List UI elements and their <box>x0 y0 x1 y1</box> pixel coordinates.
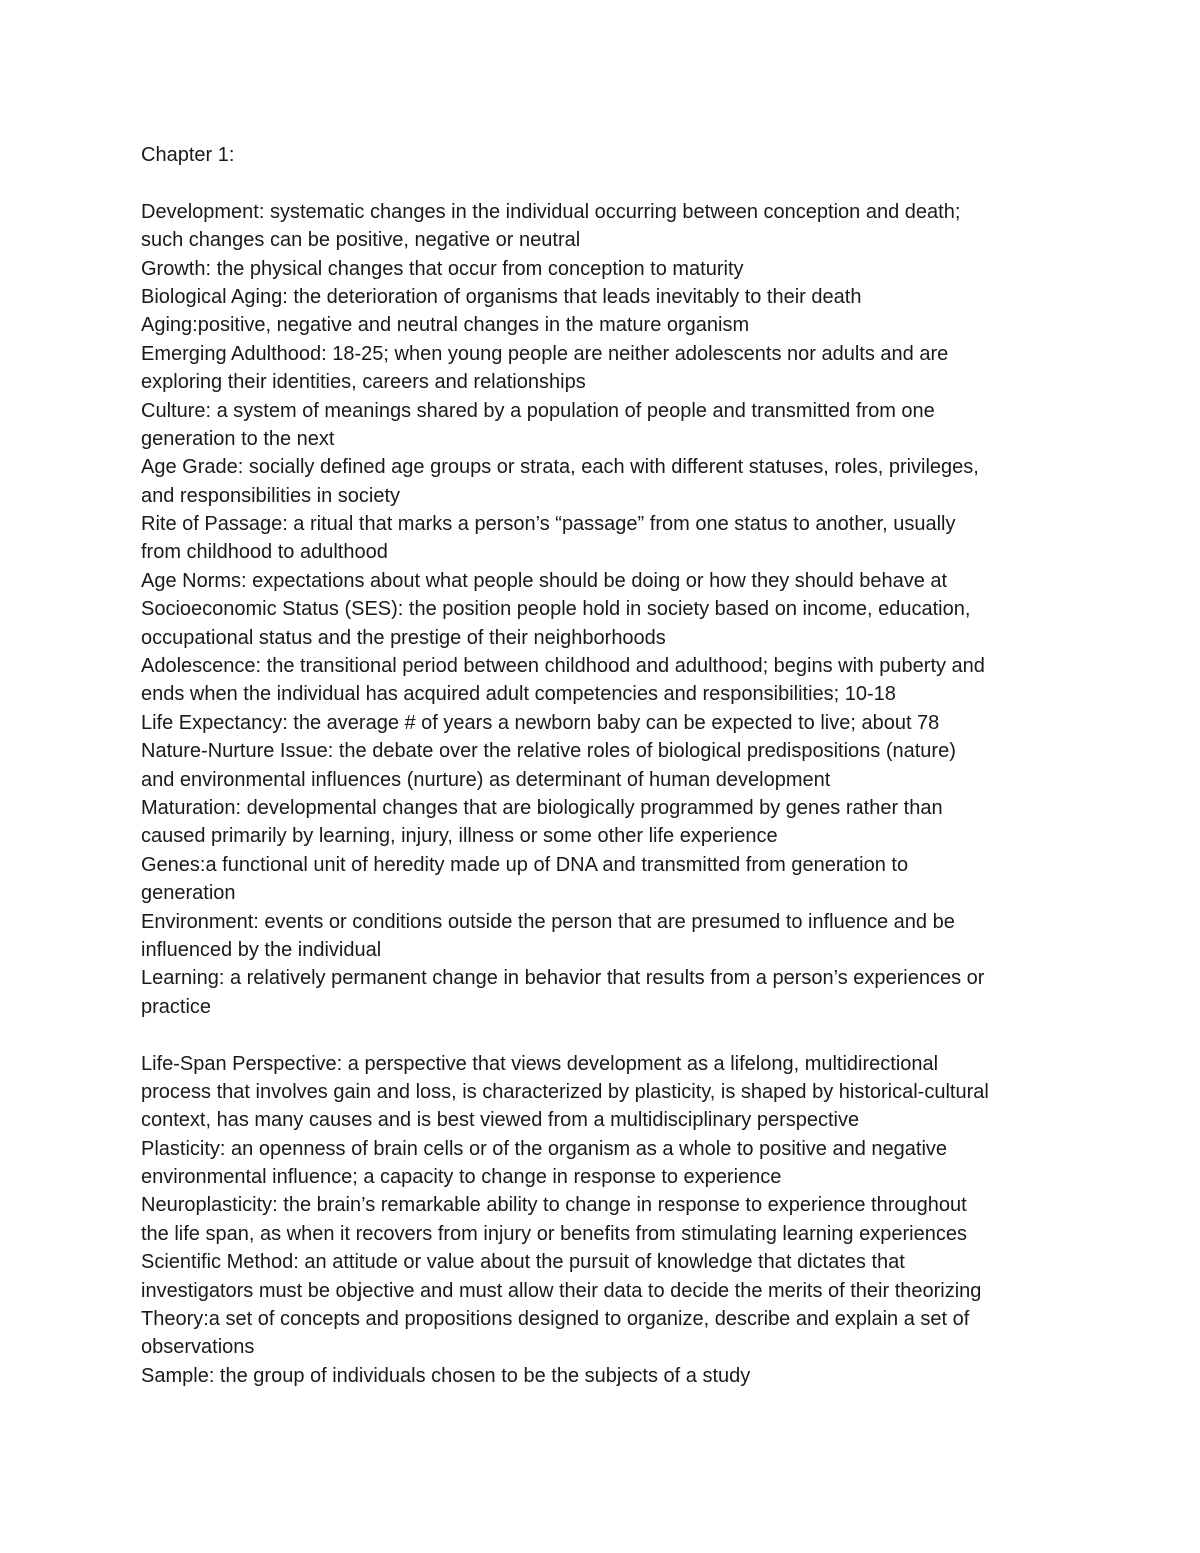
definition-line: Rite of Passage: a ritual that marks a person’s “passage” from one status to another, usually <box>141 513 956 536</box>
definition-line: occupational status and the prestige of their neighborhoods <box>141 626 666 649</box>
definition-line: environmental influence; a capacity to change in response to experience <box>141 1166 782 1189</box>
blank-line <box>141 169 1071 197</box>
definition-line: exploring their identities, careers and relationships <box>141 371 586 394</box>
definitions-section-1 <box>141 198 1071 1021</box>
definition-line: ends when the individual has acquired adult competencies and responsibilities; 10-18 <box>141 683 896 706</box>
document-body <box>141 141 1071 1390</box>
definition-line: generation <box>141 882 236 905</box>
definition-line: Neuroplasticity: the brain’s remarkable ability to change in response to experience throughout <box>141 1194 967 1217</box>
definition-line: Socioeconomic Status (SES): the position people hold in society based on income, education, <box>141 598 971 621</box>
definition-line: Biological Aging: the deterioration of organisms that leads inevitably to their death <box>141 285 862 308</box>
definition-line: Emerging Adulthood: 18-25; when young people are neither adolescents nor adults and are <box>141 342 949 365</box>
definition-line: practice <box>141 995 212 1018</box>
definition-line: investigators must be objective and must allow their data to decide the merits of their theorizing <box>141 1279 982 1302</box>
definition-line: from childhood to adulthood <box>141 541 388 564</box>
definition-line: Development: systematic changes in the individual occurring between conception and death; <box>141 200 961 223</box>
definition-line: such changes can be positive, negative or neutral <box>141 229 581 252</box>
definition-line: Sample: the group of individuals chosen to be the subjects of a study <box>141 1364 751 1387</box>
definition-line: Environment: events or conditions outside the person that are presumed to influence and be <box>141 910 955 933</box>
definition-line: Life Expectancy: the average # of years a newborn baby can be expected to live; about 78 <box>141 711 940 734</box>
blank-line <box>141 1021 1071 1049</box>
definition-line: Scientific Method: an attitude or value about the pursuit of knowledge that dictates that <box>141 1251 905 1274</box>
definition-line: Life-Span Perspective: a perspective that views development as a lifelong, multidirectional <box>141 1052 939 1075</box>
definition-line: Growth: the physical changes that occur from conception to maturity <box>141 257 744 280</box>
chapter-heading: Chapter 1: <box>141 144 235 166</box>
definition-line: Nature-Nurture Issue: the debate over the relative roles of biological predispositions (nature) <box>141 740 956 763</box>
definition-line: Maturation: developmental changes that are biologically programmed by genes rather than <box>141 796 943 819</box>
definition-line: influenced by the individual <box>141 938 382 961</box>
definitions-section-2 <box>141 1050 1071 1391</box>
definition-line: Plasticity: an openness of brain cells or of the organism as a whole to positive and negative <box>141 1137 948 1160</box>
definition-line: Culture: a system of meanings shared by a population of people and transmitted from one <box>141 399 935 422</box>
definition-line: caused primarily by learning, injury, illness or some other life experience <box>141 825 778 848</box>
definition-line: Age Norms: expectations about what people should be doing or how they should behave at <box>141 569 948 592</box>
definition-line: Adolescence: the transitional period between childhood and adulthood; begins with puberty and <box>141 655 985 678</box>
definition-line: context, has many causes and is best viewed from a multidisciplinary perspective <box>141 1109 860 1132</box>
definition-line: Theory:a set of concepts and propositions designed to organize, describe and explain a set of <box>141 1308 970 1331</box>
definition-line: generation to the next <box>141 427 335 450</box>
definition-line: observations <box>141 1336 255 1359</box>
definition-line: the life span, as when it recovers from injury or benefits from stimulating learning experiences <box>141 1222 967 1245</box>
definition-line: Age Grade: socially defined age groups or strata, each with different statuses, roles, privileges, <box>141 456 979 479</box>
definition-line: and responsibilities in society <box>141 484 401 507</box>
definition-line: Learning: a relatively permanent change in behavior that results from a person’s experiences or <box>141 967 985 990</box>
definition-line: and environmental influences (nurture) as determinant of human development <box>141 768 831 791</box>
definition-line: process that involves gain and loss, is characterized by plasticity, is shaped by historical-cultural <box>141 1080 989 1103</box>
definition-line: Aging:positive, negative and neutral changes in the mature organism <box>141 314 750 337</box>
definition-line: Genes:a functional unit of heredity made up of DNA and transmitted from generation to <box>141 853 909 876</box>
